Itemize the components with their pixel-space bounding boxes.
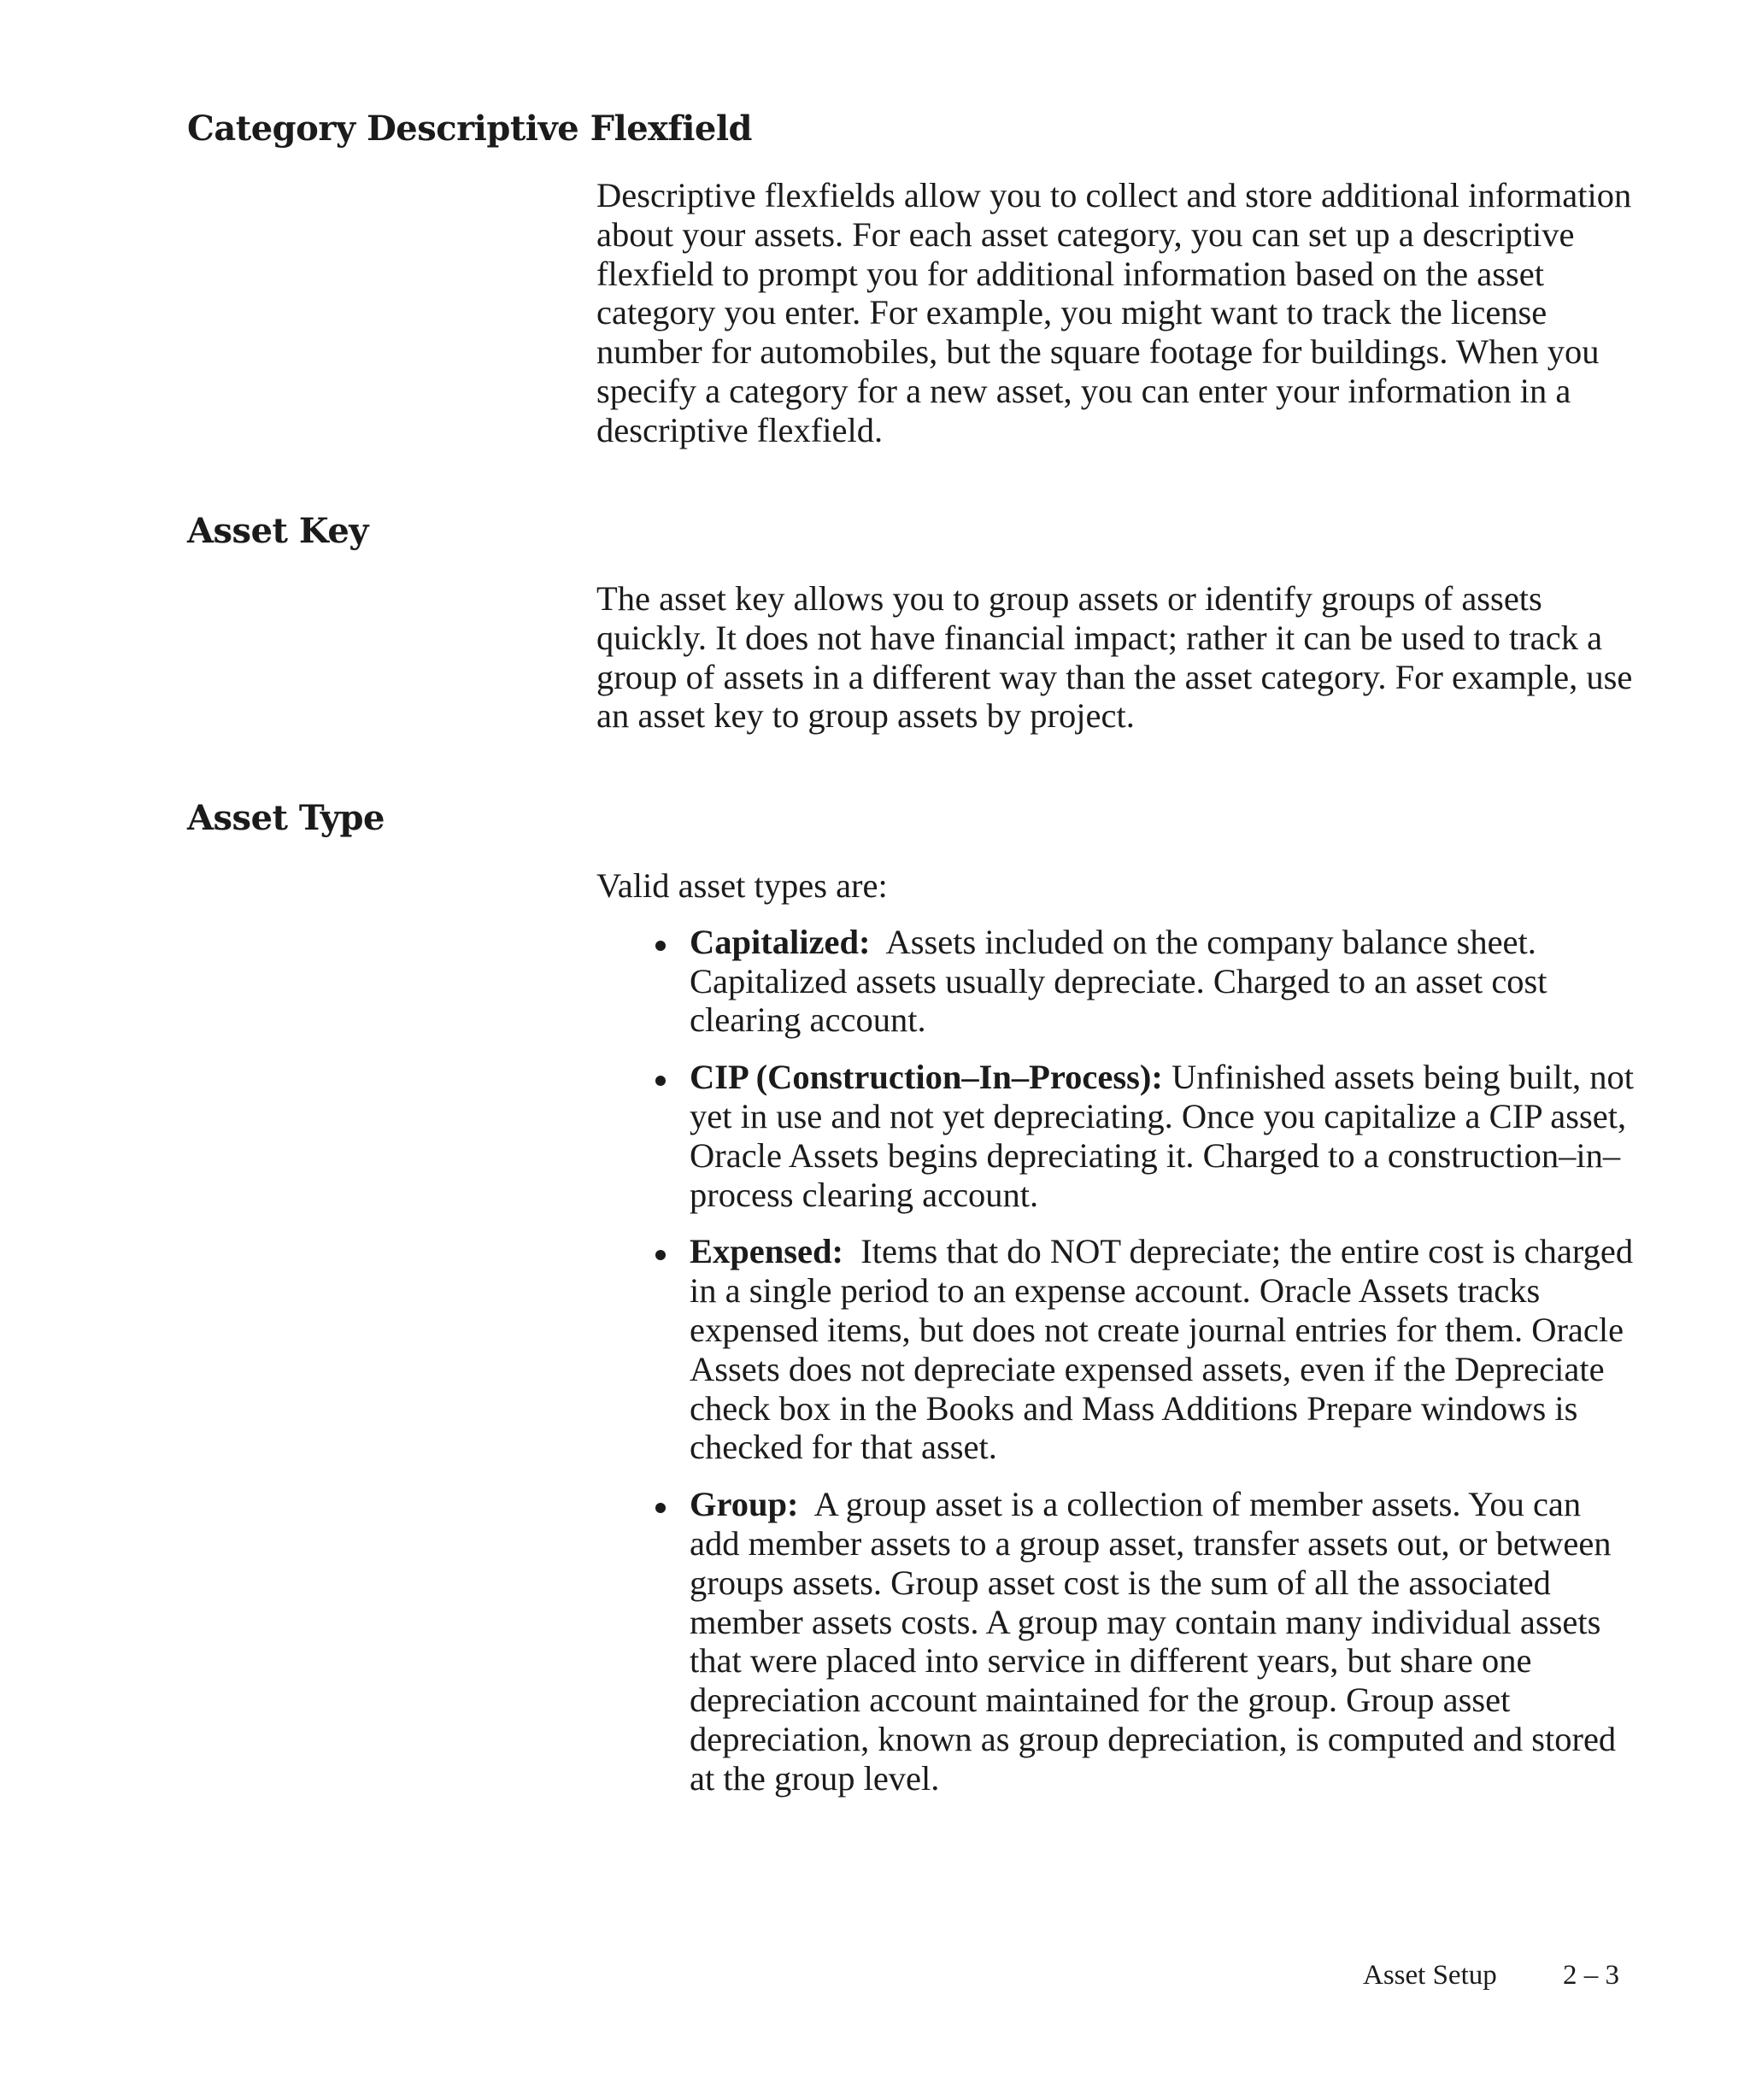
list-item-text: A group asset is a collection of member assets. You can add member assets to a group asset, transfer assets out, or between groups assets. Group asset cost is the sum of all the associated member assets costs. A group may contain many individual assets that were placed into service in different years, but share one depreciation account maintained for the group. Group asset depreciation, known as group depreciation, is computed and stored at the group level.: [690, 1485, 1617, 1798]
section-heading-asset-key: Asset Key: [187, 511, 369, 551]
list-item-term: Group:: [690, 1485, 799, 1524]
section-body-asset-type: [596, 866, 1635, 1816]
list-item-term: Capitalized:: [690, 922, 871, 961]
bullet-icon: [655, 1250, 666, 1260]
paragraph: Descriptive flexfields allow you to collect and store additional information about your assets. For each asset category, you can set up a descriptive flexfield to prompt you for additional information based on the asset category you enter. For example, you might want to track the license number for automobiles, but the square footage for buildings. When you specify a category for a new asset, you can enter your information in a descriptive flexfield.: [596, 176, 1632, 449]
section-body-asset-key: [596, 579, 1635, 736]
section-heading-category-descriptive-flexfield: Category Descriptive Flexfield: [187, 109, 753, 149]
list-item: [596, 1485, 1635, 1798]
bullet-icon: [655, 1503, 666, 1513]
footer-page-number: 2 – 3: [1563, 1960, 1619, 1991]
list-item: [596, 1232, 1635, 1467]
asset-type-list: [596, 923, 1635, 1798]
list-item-text: Unfinished assets being built, not yet in use and not yet depreciating. Once you capitalize a CIP asset, Oracle Assets begins depreciating it. Charged to a construction–in–process clearing account.: [690, 1058, 1635, 1214]
footer-chapter-title: Asset Setup: [1363, 1960, 1497, 1991]
list-item: [596, 1058, 1635, 1214]
list-item-term: CIP (Construction–In–Process):: [690, 1058, 1163, 1097]
list-item-text: Items that do NOT depreciate; the entire cost is charged in a single period to an expense account. Oracle Assets tracks expensed items, but does not create journal entries for them. Oracle Assets does not depreciate expensed assets, even if the Depreciate check box in the Books and Mass Additions Prepare windows is checked for that asset.: [690, 1232, 1634, 1467]
list-item: [596, 923, 1635, 1040]
bullet-icon: [655, 1076, 666, 1086]
bullet-icon: [655, 941, 666, 951]
section-heading-asset-type: Asset Type: [187, 798, 385, 838]
paragraph: The asset key allows you to group assets or identify groups of assets quickly. It does not have financial impact; rather it can be used to track a group of assets in a different way than the asset category. For example, use an asset key to group assets by project.: [596, 579, 1633, 736]
list-item-text: Assets included on the company balance sheet. Capitalized assets usually depreciate. Charged to an asset cost clearing account.: [690, 922, 1547, 1040]
list-item-term: Expensed:: [690, 1232, 844, 1271]
section-body-category-descriptive-flexfield: [596, 176, 1635, 450]
intro-text: Valid asset types are:: [596, 866, 888, 905]
